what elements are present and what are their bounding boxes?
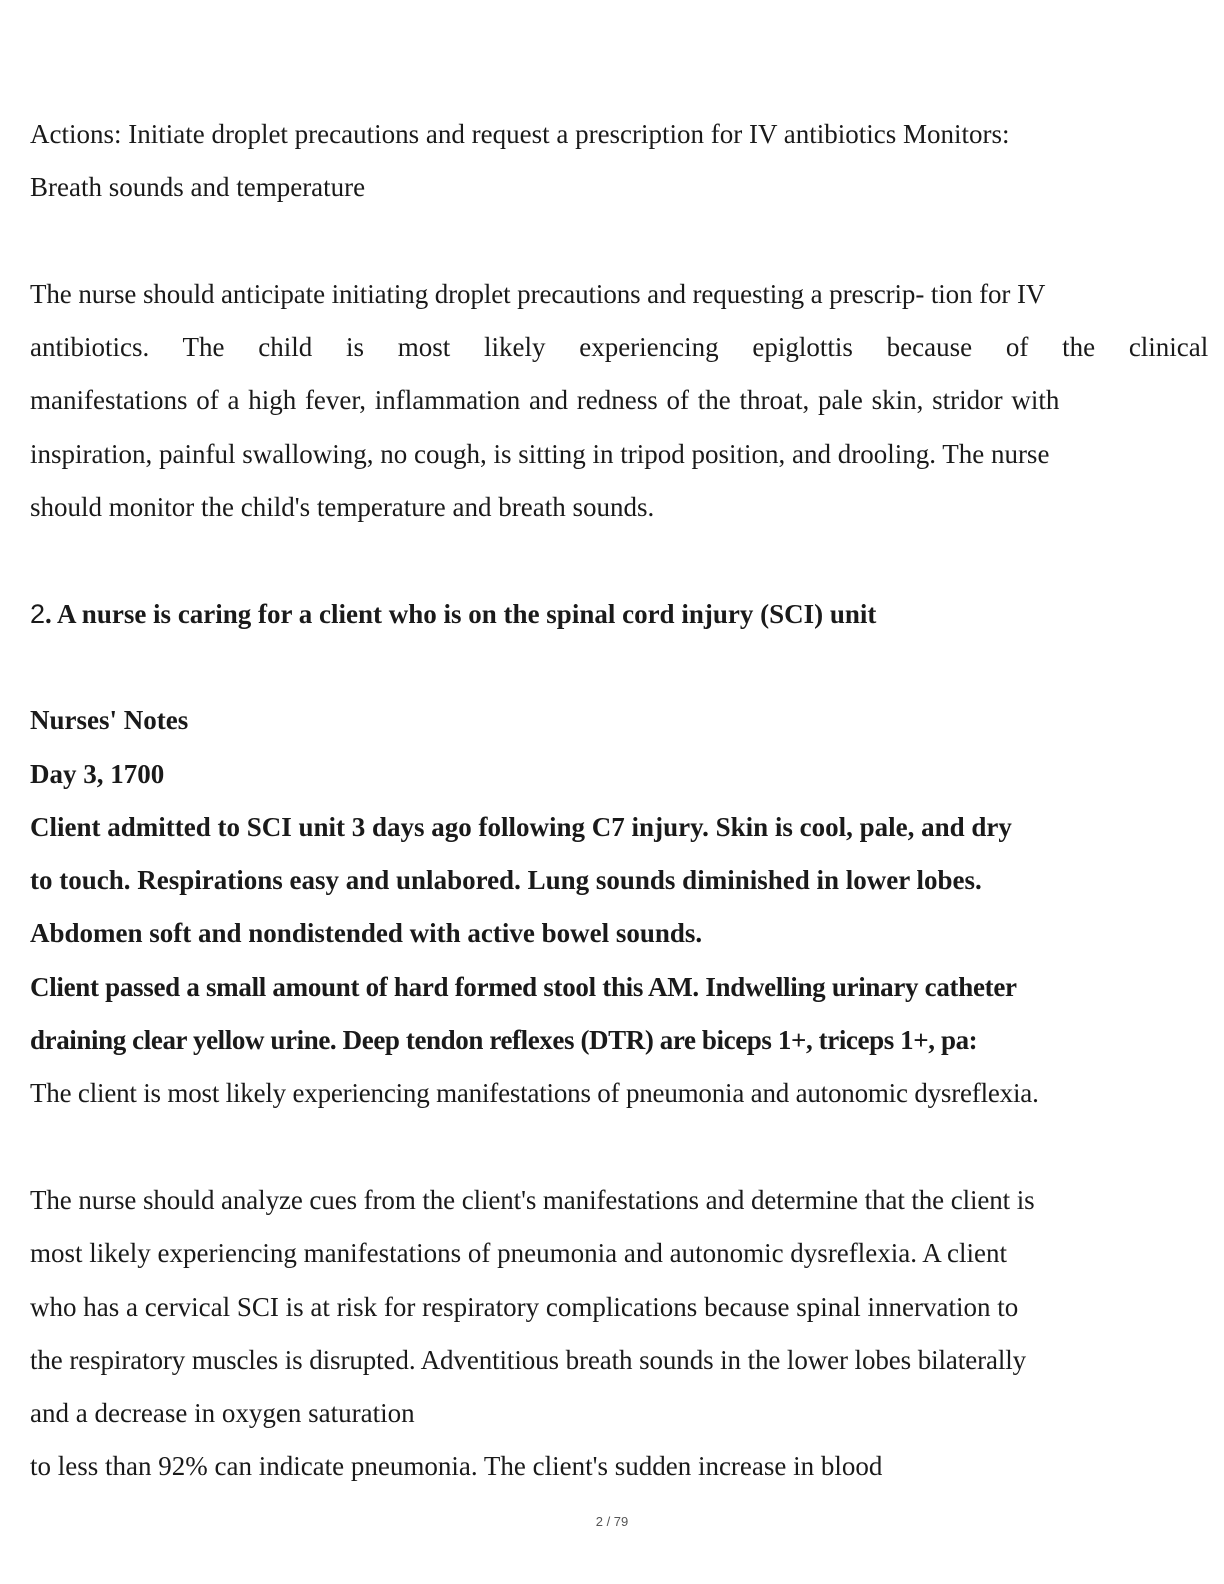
rationale-paragraph [30,268,1209,534]
rationale-line: should monitor the child's temperature and breath sounds. [30,492,655,523]
notes-line: Abdomen soft and nondistended with active bowel sounds. [30,918,703,949]
rationale-line: manifestations of a high fever, inflammation and redness of the throat, pale skin, stridor with [30,385,1060,416]
notes-date: Day 3, 1700 [30,758,165,789]
answer-statement: The client is most likely experiencing manifestations of pneumonia and autonomic dysreflexia. [30,1078,1039,1109]
rationale-line: most likely experiencing manifestations of pneumonia and autonomic dysreflexia. A client [30,1238,1007,1269]
rationale-line: The nurse should analyze cues from the client's manifestations and determine that the client is [30,1184,1035,1215]
notes-line: draining clear yellow urine. Deep tendon reflexes (DTR) are biceps 1+, triceps 1+, pa: [30,1025,978,1056]
rationale-line: The nurse should anticipate initiating droplet precautions and requesting a prescrip- tion for IV [30,278,1046,309]
rationale-line: to less than 92% can indicate pneumonia. The client's sudden increase in blood [30,1451,883,1482]
document-page [30,108,1209,1494]
page-indicator: 2 / 79 [595,1514,629,1529]
rationale-line: who has a cervical SCI is at risk for respiratory complications because spinal innervation to [30,1291,1019,1322]
question-text: . A nurse is caring for a client who is on the spinal cord injury (SCI) unit [45,598,877,629]
nurses-notes [30,694,1190,1067]
notes-line: Client passed a small amount of hard formed stool this AM. Indwelling urinary catheter [30,971,1017,1002]
rationale-line: antibiotics. The child is most likely experiencing epiglottis because of the clinical [30,332,1209,363]
answer-line: Actions: Initiate droplet precautions and request a prescription for IV antibiotics Monitors: [30,119,1010,149]
rationale-line: the respiratory muscles is disrupted. Adventitious breath sounds in the lower lobes bilaterally [30,1344,1027,1375]
question-heading [30,588,1190,641]
answer-block [30,108,1190,215]
rationale-line: and a decrease in oxygen saturation [30,1398,415,1429]
notes-heading: Nurses' Notes [30,705,189,736]
notes-line: to touch. Respirations easy and unlabored. Lung sounds diminished in lower lobes. [30,865,982,896]
rationale-line: inspiration, painful swallowing, no cough, is sitting in tripod position, and drooling. The nurse [30,438,1050,469]
answer-line: Breath sounds and temperature [30,172,366,203]
question-number: 2 [30,598,46,629]
rationale-paragraph-2 [30,1174,1190,1494]
notes-line: Client admitted to SCI unit 3 days ago following C7 injury. Skin is cool, pale, and dry [30,811,1012,842]
